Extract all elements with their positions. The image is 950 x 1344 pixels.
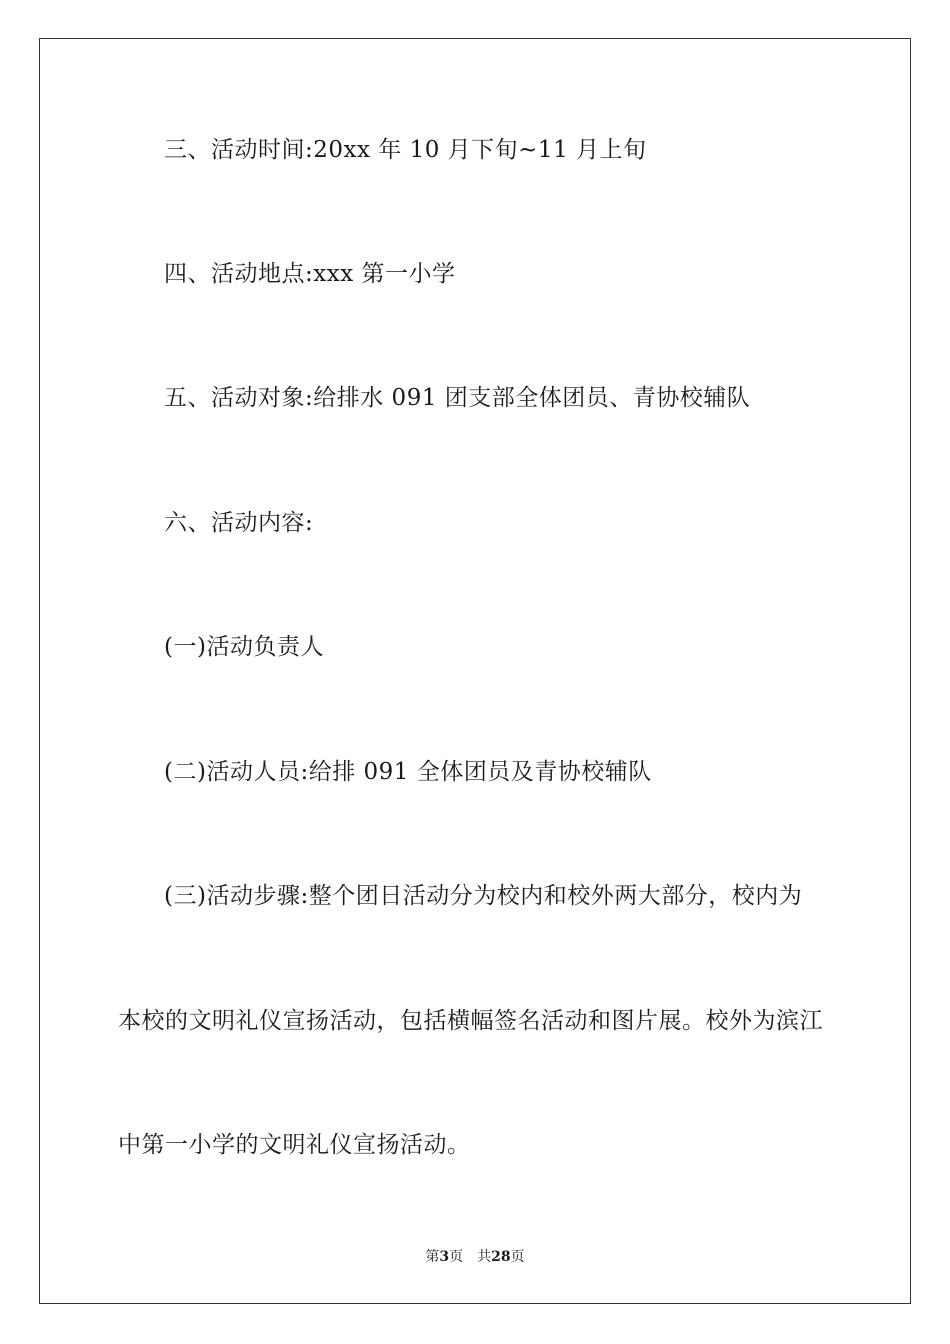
footer-page-prefix: 第 xyxy=(425,1249,440,1265)
page-border xyxy=(39,38,911,1304)
footer-page-suffix: 页 xyxy=(449,1249,464,1265)
footer-total-suffix: 页 xyxy=(510,1249,525,1265)
footer-total-pages: 28 xyxy=(491,1249,511,1265)
paragraph-activity-staff: (二)活动人员:给排 091 全体团员及青协校辅队 xyxy=(164,759,652,785)
paragraph-activity-steps-line-2: 本校的文明礼仪宣扬活动，包括横幅签名活动和图片展。校外为滨江 xyxy=(118,1008,823,1034)
paragraph-activity-steps-line-3: 中第一小学的文明礼仪宣扬活动。 xyxy=(118,1132,471,1158)
paragraph-activity-time: 三、活动时间:20xx 年 10 月下旬~11 月上旬 xyxy=(164,137,647,163)
paragraph-person-in-charge: (一)活动负责人 xyxy=(164,634,324,660)
paragraph-activity-participants: 五、活动对象:给排水 091 团支部全体团员、青协校辅队 xyxy=(164,385,751,411)
page-footer xyxy=(0,1247,950,1267)
paragraph-activity-location: 四、活动地点:xxx 第一小学 xyxy=(164,261,456,287)
paragraph-activity-content-heading: 六、活动内容: xyxy=(164,510,314,536)
footer-page-number: 3 xyxy=(439,1249,450,1265)
footer-total-prefix: 共 xyxy=(477,1249,492,1265)
paragraph-activity-steps-line-1: (三)活动步骤:整个团日活动分为校内和校外两大部分，校内为 xyxy=(164,883,803,909)
